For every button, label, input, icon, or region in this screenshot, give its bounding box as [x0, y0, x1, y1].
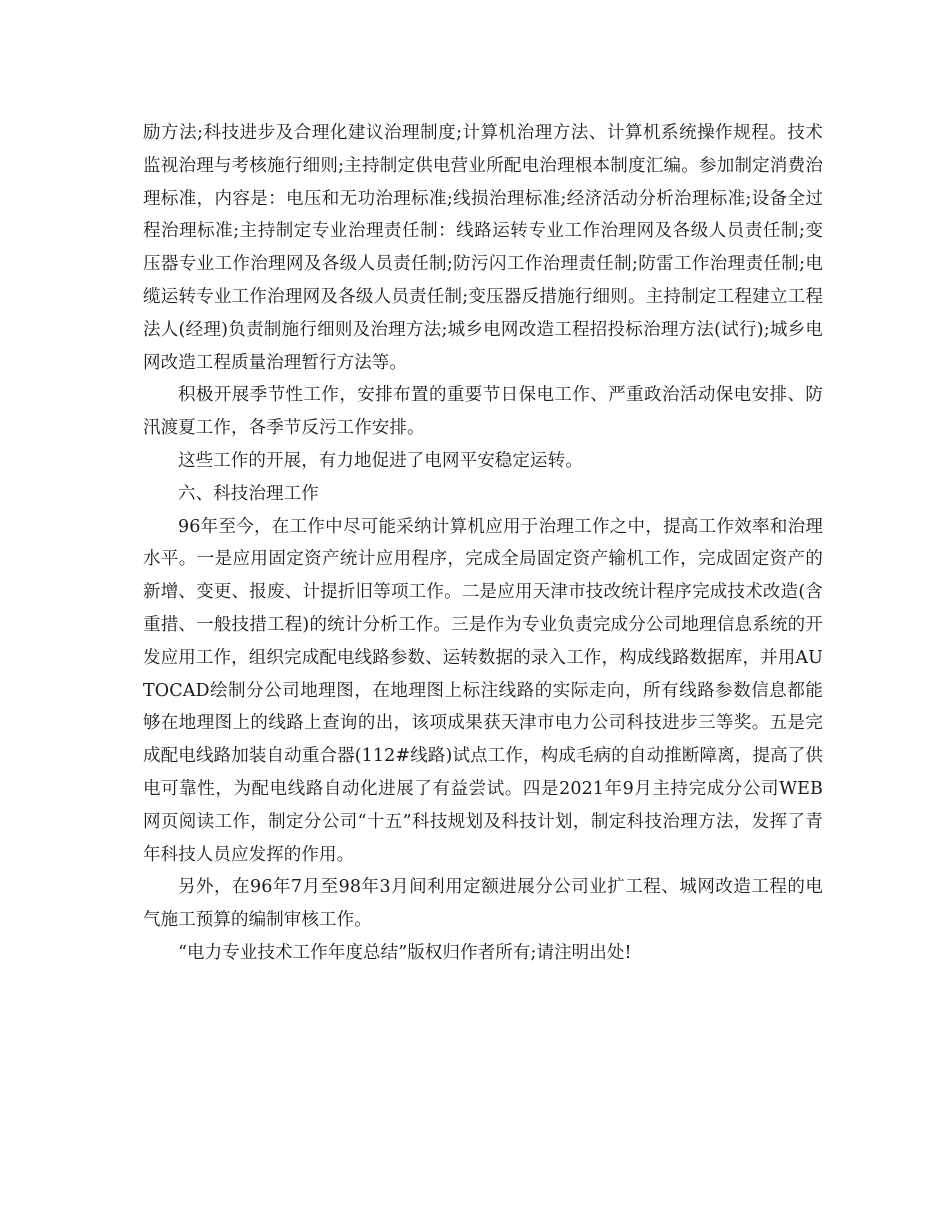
paragraph-seasonal-work: 积极开展季节性工作，安排布置的重要节日保电工作、严重政治活动保电安排、防汛渡夏工作，各季节反污工作安排。 [143, 385, 823, 439]
paragraph-management-rules: 励方法;科技进步及合理化建议治理制度;计算机治理方法、计算机系统操作规程。技术监视治理与考核施行细则;主持制定供电营业所配电治理根本制度汇编。参加制定消费治理标准，内容是：电压和无功治理标准;线损治理标准;经济活动分析治理标准;设备全过程治理标准;主持制定专业治理责任制：线路运转专业工作治理网及各级人员责任制;变压器专业工作治理网及各级人员责任制;防污闪工作治理责任制;防雷工作治理责任制;电缆运转专业工作治理网及各级人员责任制;变压器反措施行细则。主持制定工程建立工程法人(经理)负责制施行细则及治理方法;城乡电网改造工程招投标治理方法(试行);城乡电网改造工程质量治理暂行方法等。 [143, 123, 823, 373]
section-heading-tech-management: 六、科技治理工作 [178, 483, 319, 504]
paragraph-grid-safety: 这些工作的开展，有力地促进了电网平安稳定运转。 [178, 450, 583, 471]
document-body [143, 117, 823, 970]
paragraph-computer-application: 96年至今，在工作中尽可能采纳计算机应用于治理工作之中，提高工作效率和治理水平。一是应用固定资产统计应用程序，完成全局固定资产输机工作，完成固定资产的新增、变更、报废、计提折旧等项工作。二是应用天津市技改统计程序完成技术改造(含重措、一般技措工程)的统计分析工作。三是作为专业负责完成分公司地理信息系统的开发应用工作，组织完成配电线路参数、运转数据的录入工作，构成线路数据库，并用AUTOCAD绘制分公司地理图，在地理图上标注线路的实际走向，所有线路参数信息都能够在地理图上的线路上查询的出，该项成果获天津市电力公司科技进步三等奖。五是完成配电线路加装自动重合器(112#线路)试点工作，构成毛病的自动推断障离，提高了供电可靠性，为配电线路自动化进展了有益尝试。四是2021年9月主持完成分公司WEB网页阅读工作，制定分公司“十五”科技规划及科技计划，制定科技治理方法，发挥了青年科技人员应发挥的作用。 [143, 516, 823, 865]
copyright-note: “电力专业技术工作年度总结”版权归作者所有;请注明出处! [178, 942, 632, 963]
paragraph-budget-work: 另外，在96年7月至98年3月间利用定额进展分公司业扩工程、城网改造工程的电气施工预算的编制审核工作。 [143, 877, 823, 931]
